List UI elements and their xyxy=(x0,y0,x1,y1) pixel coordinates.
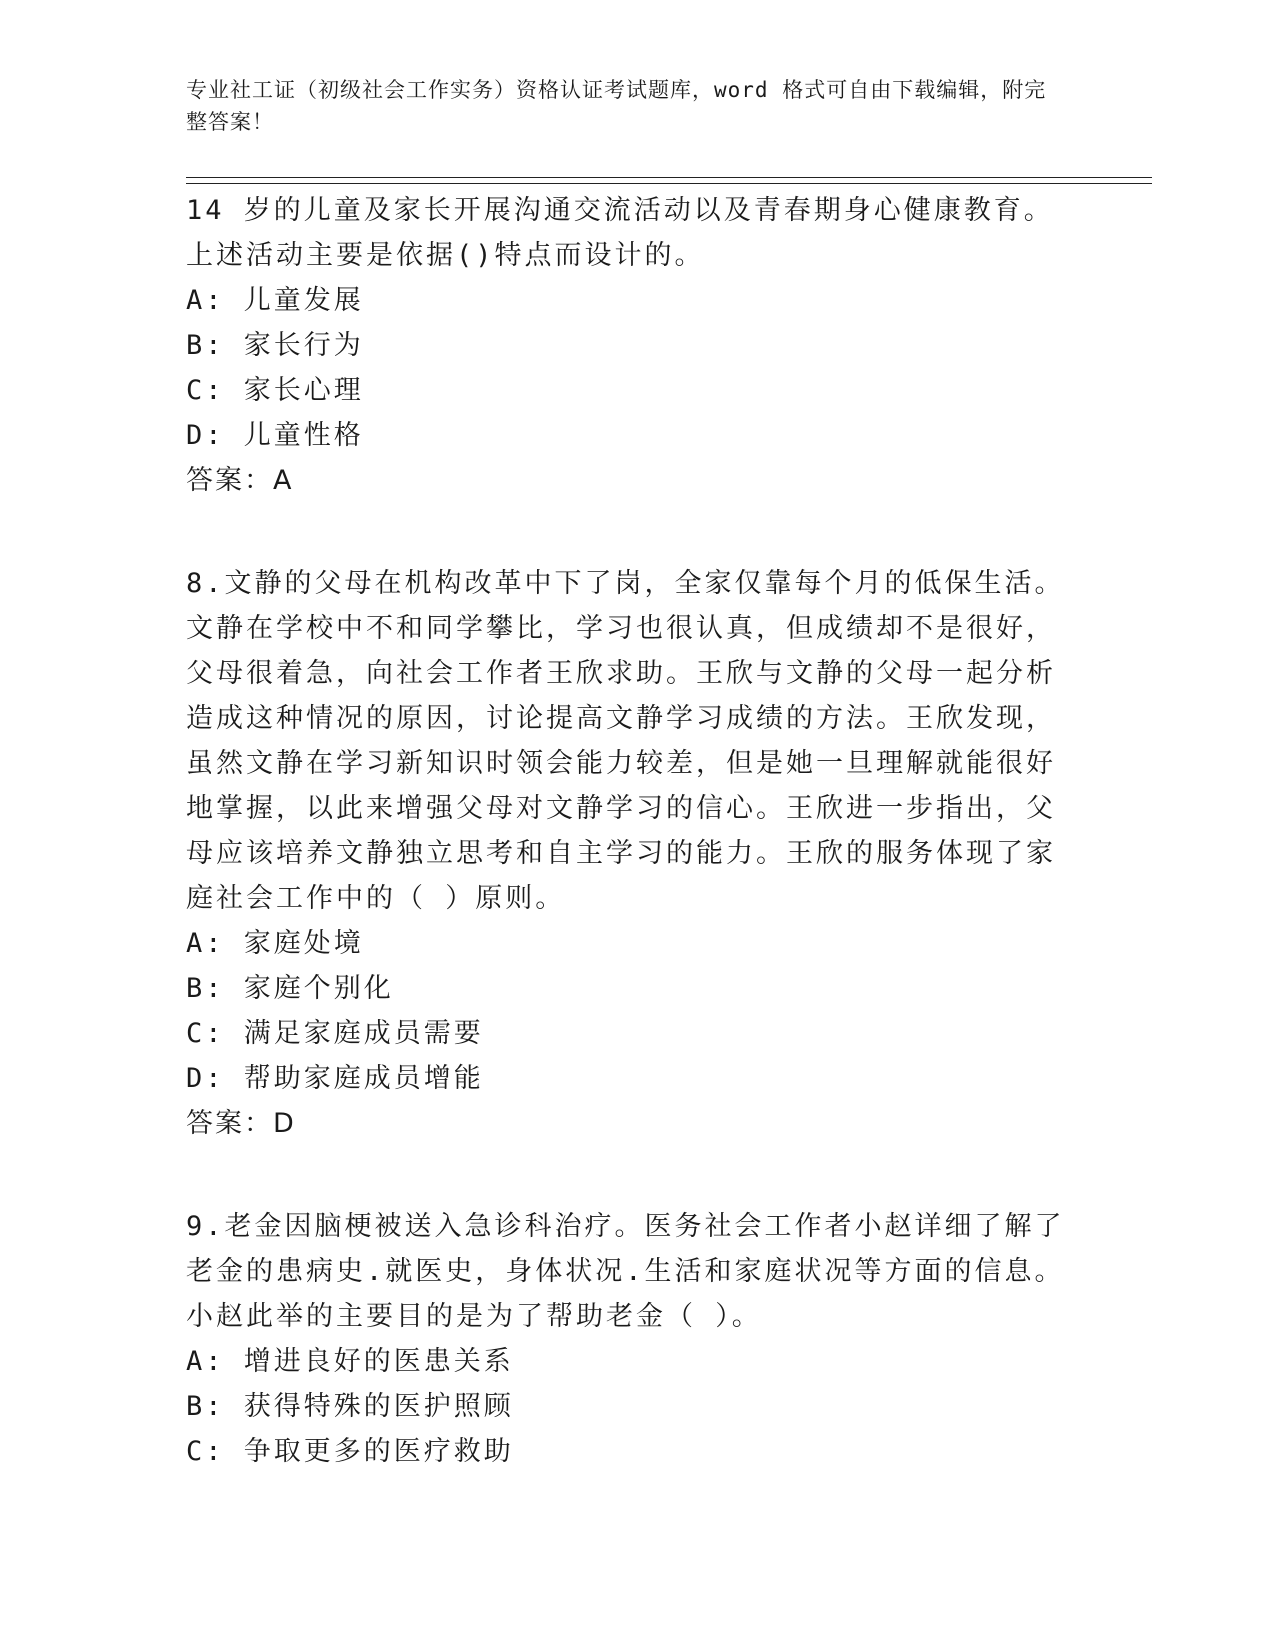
answer-value: A xyxy=(273,465,293,496)
answer-label: 答案： xyxy=(186,1108,273,1139)
header-divider-bottom xyxy=(186,183,1152,184)
option-a: A: 增进良好的医患关系 xyxy=(186,1346,514,1377)
option-c: C: 满足家庭成员需要 xyxy=(186,1018,484,1049)
page-header: 专业社工证（初级社会工作实务）资格认证考试题库，word 格式可自由下载编辑，附完整答案！ xyxy=(186,78,1047,134)
option-b: B: 家庭个别化 xyxy=(186,973,394,1004)
question-text: 8.文静的父母在机构改革中下了岗，全家仅靠每个月的低保生活。文静在学校中不和同学攀比，学习也很认真，但成绩却不是很好，父母很着急，向社会工作者王欣求助。王欣与文静的父母一起分析造成这种情况的原因，讨论提高文静学习成绩的方法。王欣发现，虽然文静在学习新知识时领会能力较差，但是她一旦理解就能很好地掌握，以此来增强父母对文静学习的信心。王欣进一步指出，父母应该培养文静独立思考和自主学习的能力。王欣的服务体现了家庭社会工作中的（ ）原则。 xyxy=(186,568,1065,914)
option-a: A: 家庭处境 xyxy=(186,928,364,959)
option-d: D: 帮助家庭成员增能 xyxy=(186,1063,484,1094)
question-text: 14 岁的儿童及家长开展沟通交流活动以及青春期身心健康教育。上述活动主要是依据()特点而设计的。 xyxy=(186,195,1054,271)
answer-label: 答案： xyxy=(186,465,273,496)
question-block xyxy=(186,561,1066,1146)
option-c: C: 争取更多的医疗救助 xyxy=(186,1436,514,1467)
answer-value: D xyxy=(273,1108,295,1139)
answer-line xyxy=(186,1101,1066,1146)
option-a: A: 儿童发展 xyxy=(186,285,364,316)
document-body xyxy=(186,188,1066,1474)
option-b: B: 家长行为 xyxy=(186,330,364,361)
option-b: B: 获得特殊的医护照顾 xyxy=(186,1391,514,1422)
option-c: C: 家长心理 xyxy=(186,375,364,406)
question-text: 9.老金因脑梗被送入急诊科治疗。医务社会工作者小赵详细了解了老金的患病史.就医史，身体状况.生活和家庭状况等方面的信息。小赵此举的主要目的是为了帮助老金（ ）。 xyxy=(186,1211,1065,1332)
question-block xyxy=(186,188,1066,503)
answer-line xyxy=(186,458,1066,503)
header-divider-top xyxy=(186,177,1152,178)
option-d: D: 儿童性格 xyxy=(186,420,364,451)
question-block xyxy=(186,1204,1066,1474)
